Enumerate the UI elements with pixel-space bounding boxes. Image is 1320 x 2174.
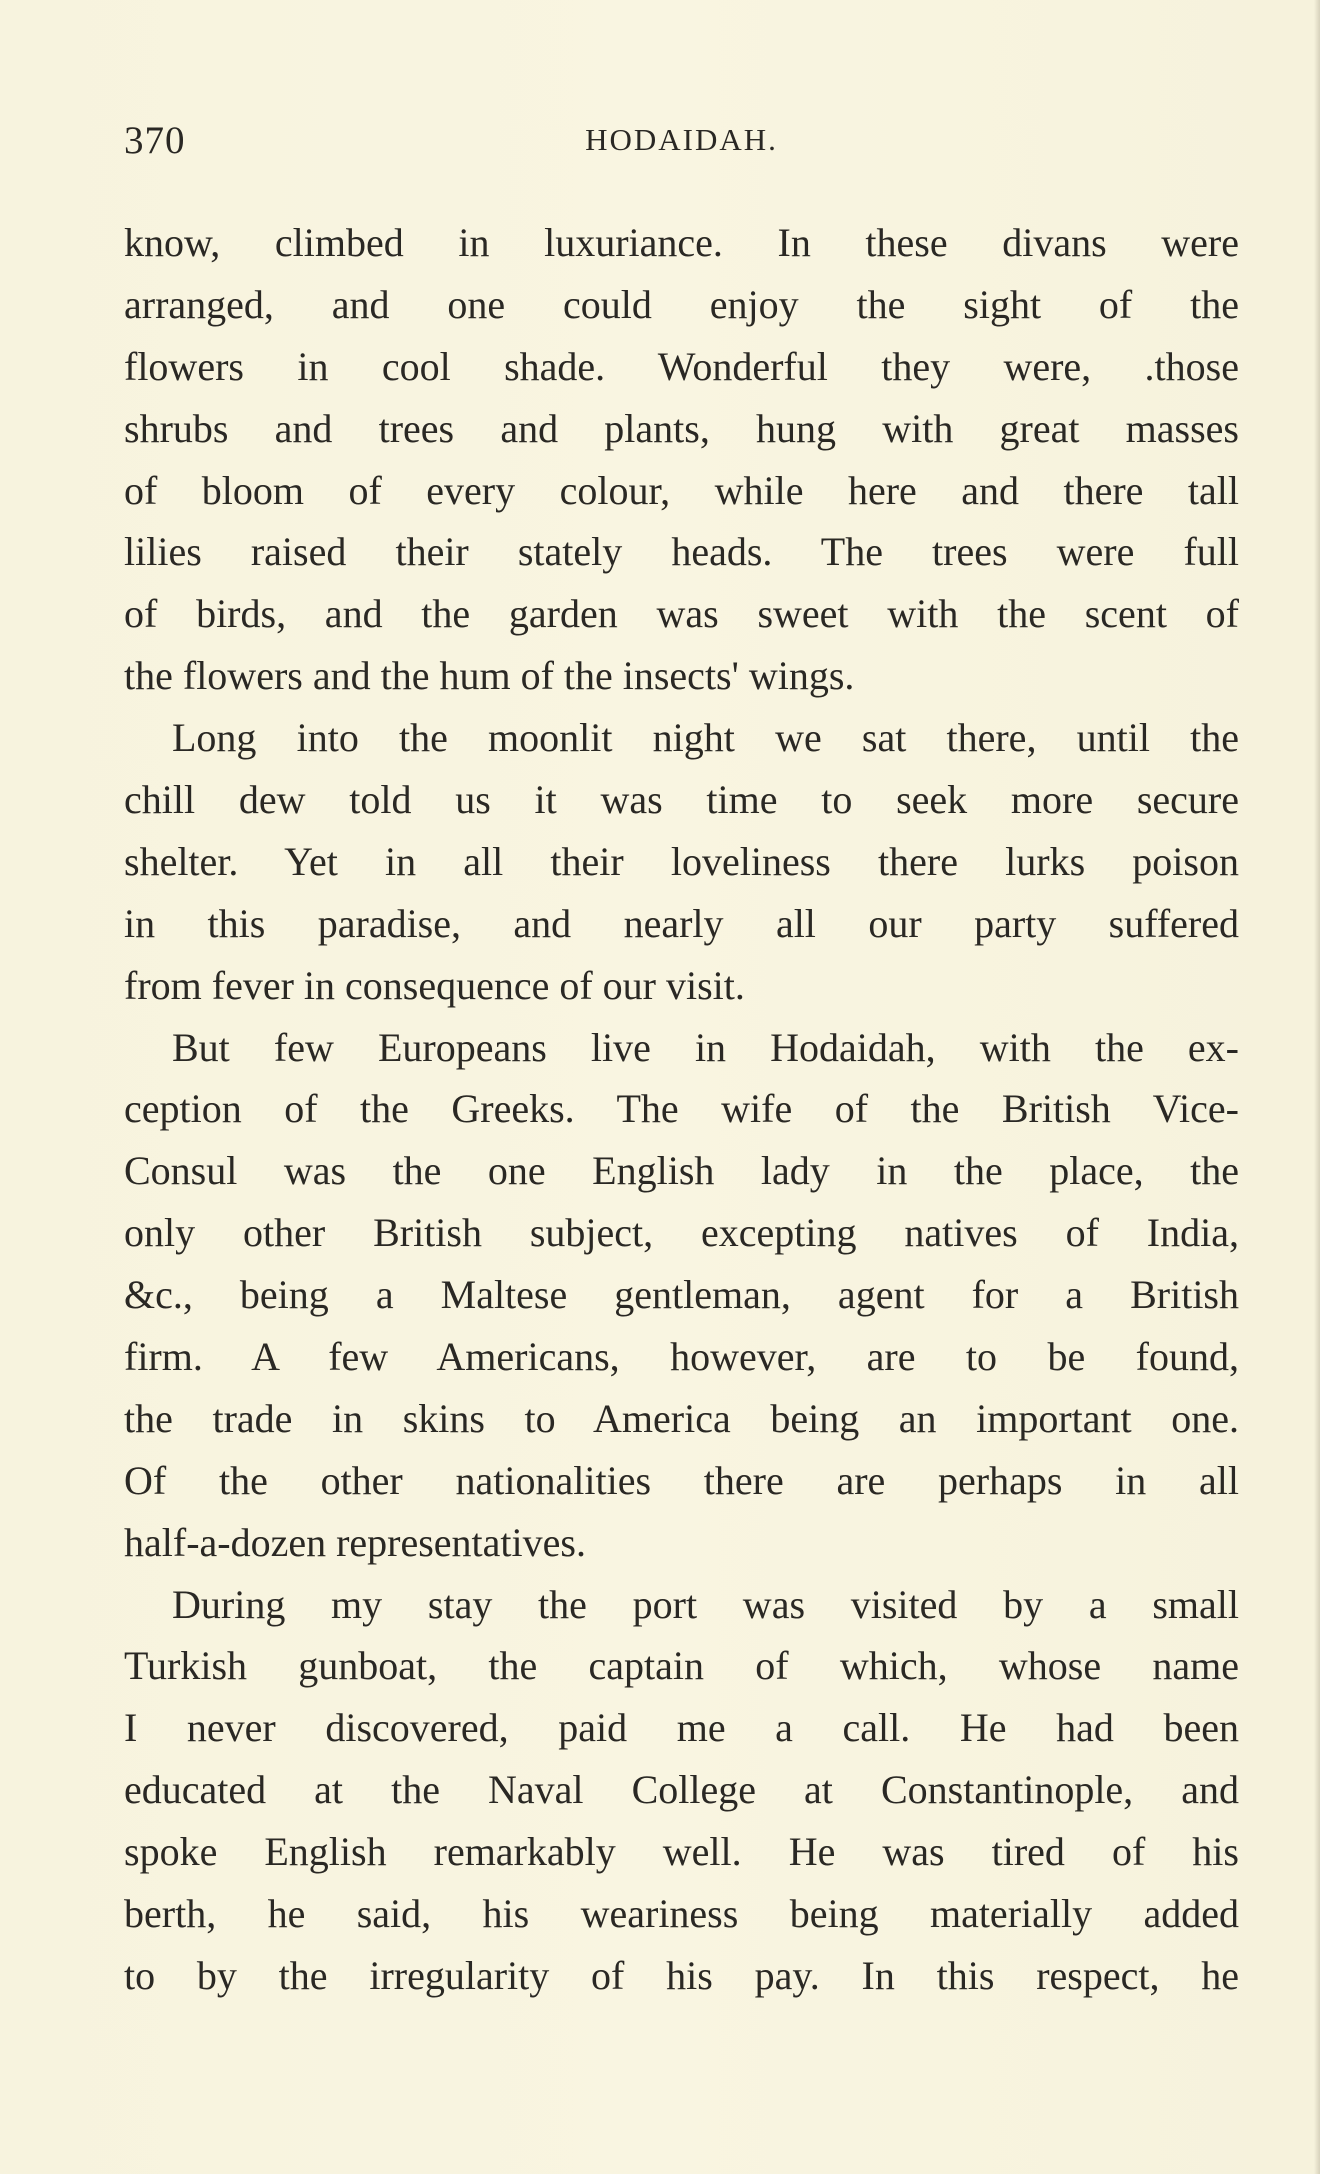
text-line: firm. A few Americans, however, are to be found, xyxy=(124,1334,1239,1380)
text-line: the flowers and the hum of the insects' wings. xyxy=(124,653,855,699)
text-line: chill dew told us it was time to seek more secure xyxy=(124,777,1239,823)
text-line: from fever in consequence of our visit. xyxy=(124,962,745,1008)
text-line: &c., being a Maltese gentleman, agent for a British xyxy=(124,1272,1239,1318)
page-header xyxy=(124,118,1239,168)
text-line: of bloom of every colour, while here and there tall xyxy=(124,467,1239,513)
text-line: Consul was the one English lady in the place, the xyxy=(124,1148,1239,1194)
paragraph xyxy=(124,1574,1239,2007)
text-line: only other British subject, excepting natives of India, xyxy=(124,1210,1239,1256)
text-line: But few Europeans live in Hodaidah, with the ex- xyxy=(172,1024,1239,1070)
text-line: shelter. Yet in all their loveliness there lurks poison xyxy=(124,838,1239,884)
text-line: the trade in skins to America being an important one. xyxy=(124,1395,1239,1441)
text-line: Of the other nationalities there are perhaps in all xyxy=(124,1457,1239,1503)
text-line: During my stay the port was visited by a small xyxy=(172,1581,1239,1627)
text-line: Long into the moonlit night we sat there, until the xyxy=(172,715,1239,761)
running-head: HODAIDAH. xyxy=(585,122,778,157)
text-line: Turkish gunboat, the captain of which, whose name xyxy=(124,1643,1239,1689)
text-line: of birds, and the garden was sweet with the scent of xyxy=(124,591,1239,637)
text-line: half-a-dozen representatives. xyxy=(124,1519,586,1565)
page-number: 370 xyxy=(124,119,186,162)
text-line: know, climbed in luxuriance. In these divans were xyxy=(124,220,1239,265)
page-edge-shadow xyxy=(1314,0,1320,2174)
text-line: educated at the Naval College at Constantinople, and xyxy=(124,1767,1239,1813)
text-line: lilies raised their stately heads. The trees were full xyxy=(124,529,1239,575)
text-line: spoke English remarkably well. He was tired of his xyxy=(124,1829,1239,1875)
text-line: flowers in cool shade. Wonderful they were, .those xyxy=(124,343,1239,389)
text-line: arranged, and one could enjoy the sight of the xyxy=(124,281,1239,327)
text-line: berth, he said, his weariness being materially added xyxy=(124,1891,1239,1937)
paragraph xyxy=(124,707,1239,1016)
paragraph xyxy=(124,1017,1239,1574)
text-line: ception of the Greeks. The wife of the British Vice- xyxy=(124,1086,1239,1132)
text-line: I never discovered, paid me a call. He had been xyxy=(124,1705,1239,1751)
text-line: to by the irregularity of his pay. In this respect, he xyxy=(124,1952,1239,1998)
paragraph xyxy=(124,212,1239,707)
body-text xyxy=(124,212,1239,2007)
text-line: in this paradise, and nearly all our party suffered xyxy=(124,900,1239,946)
text-line: shrubs and trees and plants, hung with great masses xyxy=(124,405,1239,451)
